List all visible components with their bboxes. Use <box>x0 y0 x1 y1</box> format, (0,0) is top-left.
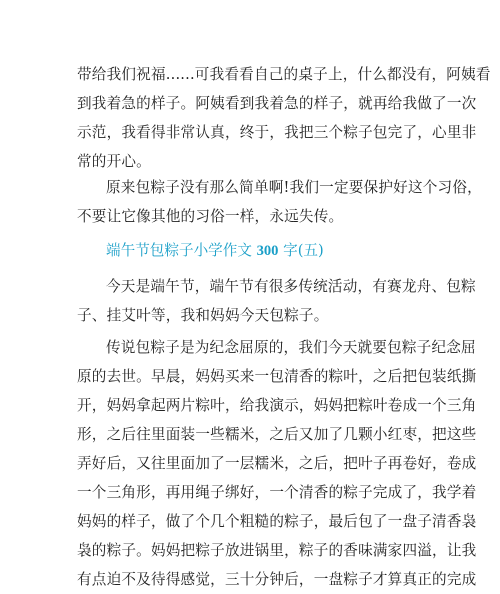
paragraph-1 <box>77 60 491 176</box>
text-line: 原的去世。早晨，妈妈买来一包清香的粽叶，之后把包装纸撕 <box>77 368 477 385</box>
heading-prefix: 端午节包粽子小学作文 <box>106 242 257 259</box>
text-line: 一个三角形，再用绳子绑好，一个清香的粽子完成了，我学着 <box>77 484 477 501</box>
heading-number: 300 <box>256 243 279 259</box>
text-line: 常的开心。 <box>77 153 151 170</box>
text-line: 不要让它像其他的习俗一样，永远失传。 <box>77 208 344 225</box>
text-line: 示范，我看得非常认真，终于，我把三个粽子包完了，心里非 <box>77 124 477 141</box>
text-line: 今天是端午节，端午节有很多传统活动，有赛龙舟、包粽 <box>106 278 476 295</box>
text-line: 原来包粽子没有那么简单啊!我们一定要保护好这个习俗， <box>106 179 482 196</box>
text-line: 袅的粽子。妈妈把粽子放进锅里，粽子的香味满家四溢，让我 <box>77 542 477 559</box>
paragraph-4 <box>77 333 477 594</box>
text-line: 子、挂艾叶等，我和妈妈今天包粽子。 <box>77 307 329 324</box>
text-line: 弄好后，又往里面加了一层糯米，之后，把叶子再卷好，卷成 <box>77 455 477 472</box>
paragraph-3 <box>77 272 476 330</box>
text-line: 带给我们祝福......可我看看自己的桌子上，什么都没有，阿姨看 <box>77 66 491 83</box>
text-line: 形，之后往里面装一些糯米，之后又加了几颗小红枣，把这些 <box>77 426 477 443</box>
section-heading <box>106 239 324 263</box>
text-line: 有点迫不及待得感觉，三十分钟后，一盘粽子才算真正的完成 <box>77 571 477 588</box>
text-line: 开，妈妈拿起两片粽叶，给我演示，妈妈把粽叶卷成一个三角 <box>77 397 477 414</box>
heading-suffix: 字(五) <box>278 242 324 259</box>
text-line: 妈妈的样子，做了个几个粗糙的粽子，最后包了一盘子清香袅 <box>77 513 477 530</box>
paragraph-2 <box>77 173 482 231</box>
text-line: 到我着急的样子。阿姨看到我着急的样子，就再给我做了一次 <box>77 95 477 112</box>
text-line: 传说包粽子是为纪念屈原的，我们今天就要包粽子纪念屈 <box>106 339 476 356</box>
